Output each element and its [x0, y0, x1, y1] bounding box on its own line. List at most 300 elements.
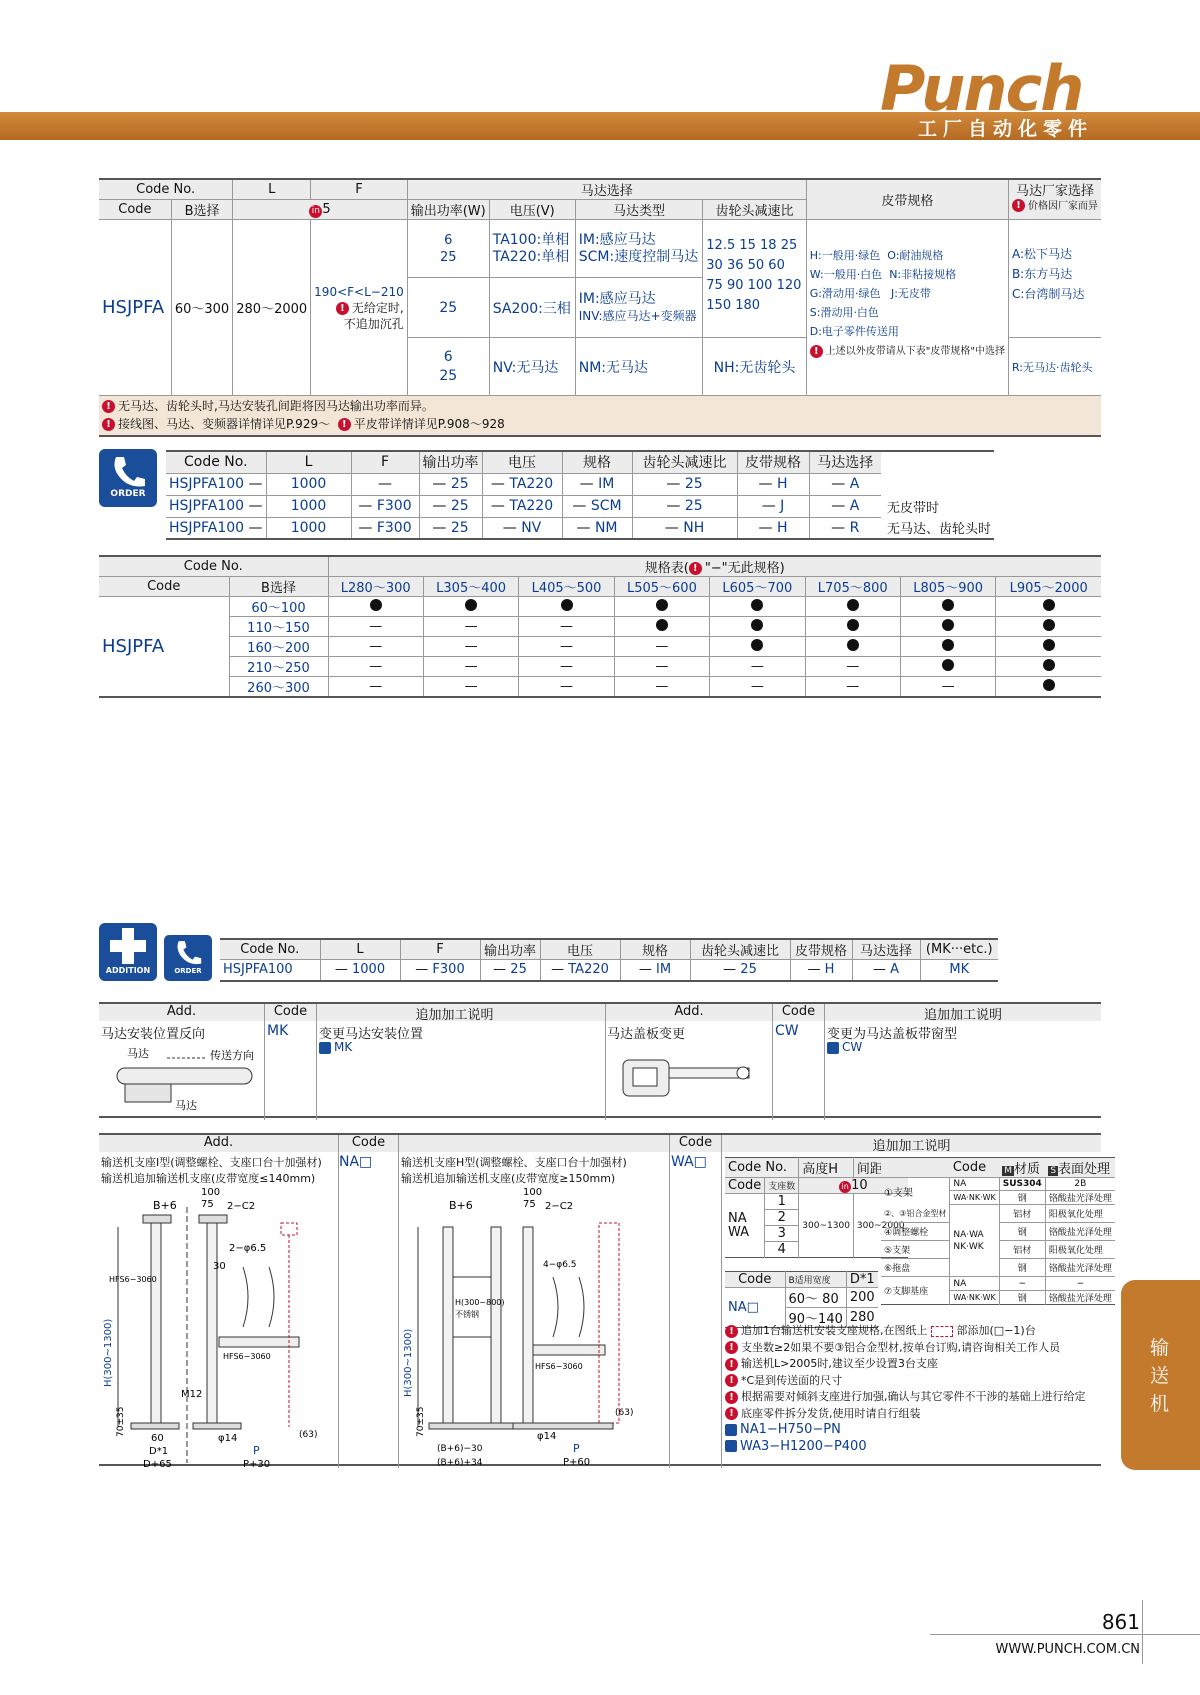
- a1-name: 马达安装位置反向: [101, 1027, 206, 1042]
- spec-unavailable-mark: —: [941, 679, 955, 694]
- mat-r6s2: 铬酸盐光泽处理: [1045, 1291, 1115, 1305]
- spec-cell-1-2: [519, 617, 614, 637]
- order-td-2-3: [419, 517, 482, 539]
- h-belt: 皮带规格: [806, 179, 1008, 220]
- order-sep: —: [358, 519, 377, 536]
- belt-list: H:一般用·绿色 O:耐油规格 W:一般用·白色 N:非粘接规格 G:滑动用·绿色 J:无皮带 S:滑动用·白色 D:电子零件传送用 ! 上述以外皮带请从下表"皮带规格"中选择: [806, 220, 1008, 396]
- note-1: 无马达、齿轮头时,马达安装孔间距将因马达输出功率而异。: [118, 399, 434, 414]
- sub-d-na: NA□: [728, 1300, 759, 1315]
- addition-badge-label: ADDITION: [105, 966, 151, 975]
- order-sep: —: [244, 498, 263, 514]
- h-d-fix: 不锈钢: [455, 1310, 479, 1319]
- mat-r6m2: 钢: [999, 1291, 1045, 1305]
- sub-h-pitch-v: in 10: [799, 1178, 908, 1194]
- d-30: 30: [213, 1261, 226, 1272]
- order-td-0-1: [266, 473, 351, 495]
- i-type-stand-drawing: [103, 1187, 338, 1470]
- spec-cell-1-3: [614, 617, 709, 637]
- add-h-1: L: [320, 939, 400, 960]
- add-cell-0: HSJPFA100: [223, 962, 293, 978]
- order-cell-2-3: 25: [450, 519, 469, 536]
- d-hfs: HFS6−3060: [109, 1275, 157, 1284]
- h-d-100: 100: [523, 1187, 543, 1198]
- order-sep: —: [664, 519, 684, 536]
- sub-h-hrange: 300~1300: [799, 1194, 854, 1258]
- footer-line: [930, 1634, 1200, 1635]
- order-td-0-8: [809, 473, 881, 495]
- b-range: 60～300: [171, 220, 232, 396]
- d-c2: 2−C2: [227, 1201, 256, 1212]
- add-cell-5: IM: [656, 962, 672, 978]
- order-sep: —: [576, 519, 595, 536]
- spec-cell-2-6: [900, 637, 995, 657]
- a1-link-label: MK: [334, 1040, 353, 1054]
- spec-unavailable-mark: —: [464, 639, 478, 654]
- spec-cell-3-4: [710, 657, 805, 677]
- order-cell-2-0: HSJPFA100: [169, 519, 245, 536]
- sub-h-code: Code: [725, 1178, 765, 1194]
- mat-r3m: 钢: [999, 1223, 1045, 1241]
- order-h-6: 齿轮头减速比: [632, 451, 737, 473]
- f-range-val: 190<F<L−210: [314, 284, 404, 299]
- r2-mtype: [575, 278, 703, 338]
- r2-m1: IM:感应马达: [578, 290, 656, 307]
- spec-cell-1-5: [805, 617, 900, 637]
- spec-col-6: L805～900: [900, 577, 995, 597]
- h-d-h: H(300~1300): [403, 1328, 414, 1397]
- spec-cell-1-7: [996, 617, 1101, 637]
- spec-cell-0-1: [423, 597, 518, 617]
- ratio-line2: 30 36 50 60: [706, 258, 785, 273]
- add-td-6: [690, 960, 790, 981]
- sub-h-na: NA: [728, 1210, 747, 1226]
- spec-cell-0-0: [328, 597, 423, 617]
- spec-available-mark: [942, 639, 954, 651]
- order-remark-2: 无马达、齿轮头时: [887, 522, 992, 537]
- spec-cell-3-5: [805, 657, 900, 677]
- b1-link-label: CW: [842, 1040, 863, 1054]
- add-sep: —: [872, 962, 891, 978]
- h-maker: 马达厂家选择 ! 价格因厂家而异: [1008, 179, 1101, 220]
- brand-logo: Punch: [880, 52, 1083, 125]
- spec-cell-2-3: [614, 637, 709, 657]
- h-F: F: [311, 179, 408, 200]
- sub-h-wa: WA: [728, 1224, 750, 1240]
- sub-h-c1: 1: [765, 1194, 799, 1210]
- b1-h-code: Code: [772, 1004, 824, 1120]
- spec-cell-3-0: [328, 657, 423, 677]
- footer-url: WWW.PUNCH.COM.CN: [995, 1642, 1140, 1657]
- spec-unavailable-mark: —: [464, 619, 478, 634]
- d-63: (63): [299, 1430, 318, 1440]
- stand-note-5: ! 根据需要对倾斜支座进行加强,确认与其它零件不干涉的基础上进行给定: [725, 1389, 1097, 1406]
- spec-unavailable-mark: —: [560, 679, 574, 694]
- r1-mtype: [575, 220, 703, 278]
- order-td-0-0: [166, 473, 266, 495]
- order-sep: —: [490, 498, 510, 514]
- spec-b-4: 260～300: [229, 677, 328, 698]
- spec-cell-4-0: [328, 677, 423, 698]
- h-d-b6: B+6: [449, 1199, 473, 1212]
- sub-h-c4: 4: [765, 1242, 799, 1258]
- order-sep: —: [432, 519, 451, 536]
- mat-r6c2: WA·NK·WK: [950, 1291, 999, 1305]
- d-d65: D+65: [143, 1459, 172, 1470]
- add-cell-7: H: [824, 962, 835, 978]
- order-td-0-5: [562, 473, 632, 495]
- belt-g: G:滑动用·绿色: [809, 287, 881, 300]
- sub-h-height: 高度H: [799, 1158, 854, 1178]
- order-badge: [99, 449, 157, 507]
- addition-example-table: [220, 938, 998, 982]
- order-phone-icon-2: [172, 938, 204, 966]
- order-cell-1-1: 1000: [290, 498, 327, 514]
- addition-order-badge: [164, 935, 212, 981]
- maker-b: B:东方马达: [1011, 267, 1073, 281]
- h-mtype: 马达类型: [575, 200, 703, 220]
- f-note1: 无给定时,: [351, 300, 404, 315]
- order-cell-2-7: H: [776, 519, 788, 536]
- add-sep: —: [415, 962, 433, 978]
- order-cell-2-6: NH: [683, 519, 705, 536]
- mat-h-code: Code: [950, 1158, 999, 1178]
- d-p: P: [253, 1444, 260, 1457]
- order-td-2-2: [351, 517, 419, 539]
- spec-b-3: 210～250: [229, 657, 328, 677]
- spec-cell-0-7: [996, 597, 1101, 617]
- sub-h-codeno: Code No.: [725, 1158, 799, 1178]
- add-cell-2: F300: [432, 962, 465, 978]
- add-td-3: [480, 960, 540, 981]
- spec-unavailable-mark: —: [750, 659, 764, 674]
- order-td-1-6: [632, 495, 737, 517]
- d-phi14: φ14: [218, 1433, 238, 1444]
- stand-note-3: ! 输送机L>2005时,建议至少设置3台支座: [725, 1356, 1097, 1373]
- spec-cell-0-2: [519, 597, 614, 617]
- brand-subtitle: 工厂自动化零件: [918, 118, 1094, 140]
- mat-r1: ①支架: [884, 1187, 913, 1199]
- spec-cell-4-5: [805, 677, 900, 698]
- spec-available-mark: [942, 619, 954, 631]
- mat-r3c-b: NK·WK: [953, 1241, 984, 1252]
- stand-example-ex2[interactable]: [725, 1439, 1097, 1456]
- spec-cell-3-6: [900, 657, 995, 677]
- r2-m2: INV:感应马达+变频器: [578, 308, 697, 323]
- sub-d-r1v: 200: [846, 1288, 877, 1308]
- order-td-1-0: [166, 495, 266, 517]
- spec-cell-1-6: [900, 617, 995, 637]
- spec-b-1: 110～150: [229, 617, 328, 637]
- mat-h-mat: M 材质: [999, 1158, 1045, 1178]
- spec-col-1: L305～400: [423, 577, 518, 597]
- add-cell-6: 25: [740, 962, 757, 978]
- mat-h-surf-label: 表面处理: [1058, 1162, 1111, 1177]
- order-cell-2-1: 1000: [290, 519, 327, 536]
- stand-note-text-6: 底座零件拆分发货,使用时请自行组装: [741, 1406, 921, 1420]
- r1-m1: IM:感应马达: [578, 231, 656, 248]
- r3-power-6: 6: [443, 348, 453, 365]
- r1-power-25: 25: [439, 249, 457, 265]
- material-table: [881, 1157, 1115, 1305]
- order-td-2-4: [482, 517, 562, 539]
- order-cell-2-2: F300: [376, 519, 412, 536]
- order-sep: —: [761, 498, 781, 514]
- order-td-2-5: [562, 517, 632, 539]
- sub-d-r1: 60～ 80: [785, 1288, 846, 1308]
- belt-n: N:非粘接规格: [889, 268, 957, 281]
- h-d-c2: 2−C2: [545, 1201, 574, 1212]
- spec-cell-0-4: [710, 597, 805, 617]
- spec-unavailable-mark: —: [560, 639, 574, 654]
- r3-power-25: 25: [439, 367, 458, 384]
- d-hfs2: HFS6−3060: [223, 1352, 271, 1361]
- sub-h-c2: 2: [765, 1210, 799, 1226]
- spec-col-2: L405～500: [519, 577, 614, 597]
- mat-h-surf: S 表面处理: [1045, 1158, 1115, 1178]
- stand-note-text-2: 支坐数≥2如果不要③铝合金型材,按单台订购,请咨询相关工作人员: [741, 1340, 1061, 1354]
- order-cell-1-0: HSJPFA100: [169, 498, 245, 514]
- addition-order-label: ORDER: [174, 967, 202, 975]
- add-h-9: (MK···etc.): [920, 939, 998, 960]
- mat-r2s: 阳极氧化处理: [1045, 1205, 1115, 1223]
- order-sep: —: [758, 476, 777, 492]
- maker-a: A:松下马达: [1011, 247, 1072, 261]
- h-d-b6b: (B+6)−30: [437, 1444, 483, 1454]
- order-td-1-7: [737, 495, 809, 517]
- spec-unavailable-mark: —: [655, 679, 669, 694]
- order-h-0: Code No.: [166, 451, 266, 473]
- h-maker-label: 马达厂家选择: [1015, 184, 1094, 199]
- order-sep: —: [244, 519, 263, 536]
- spec-cell-2-0: [328, 637, 423, 657]
- r2-voltage: SA200:三相: [489, 278, 575, 338]
- h-d-70: 70±35: [416, 1406, 426, 1437]
- spec-b-2: 160～200: [229, 637, 328, 657]
- order-sep: —: [831, 498, 850, 514]
- h-d-p: P: [573, 1442, 580, 1455]
- spec-unavailable-mark: —: [750, 679, 764, 694]
- spec-available-mark: [465, 599, 477, 611]
- sub-h-c3: 3: [765, 1226, 799, 1242]
- order-sep: —: [490, 476, 510, 492]
- add-h-8: 马达选择: [852, 939, 920, 960]
- order-badge-label: ORDER: [110, 489, 146, 499]
- spec-unavailable-mark: —: [655, 639, 669, 654]
- stand-note-text-3: 输送机L>2005时,建议至少设置3台支座: [741, 1357, 938, 1370]
- mat-r3s: 铬酸盐光泽处理: [1045, 1223, 1115, 1241]
- maker-list: [1008, 220, 1101, 338]
- h-d-c4: 4−φ6.5: [543, 1260, 577, 1270]
- add-td-2: [400, 960, 480, 981]
- order-h-7: 皮带规格: [737, 451, 809, 473]
- mat-r1c1: NA: [950, 1178, 999, 1191]
- add-section-2: [99, 1133, 1112, 1470]
- mat-r5: ⑥拖盘: [881, 1259, 950, 1277]
- d-h: H(300~1300): [103, 1318, 114, 1387]
- spec-available-mark: [1043, 619, 1055, 631]
- b1-link[interactable]: [827, 1040, 862, 1054]
- sub-d-bw: B适用宽度: [785, 1272, 846, 1288]
- r3-voltage: NV:无马达: [489, 338, 575, 396]
- mat-r4s: 阳极氧化处理: [1045, 1241, 1115, 1259]
- order-sep: —: [432, 476, 451, 492]
- order-td-0-4: [482, 473, 562, 495]
- plus-icon: [108, 926, 148, 966]
- spec-cell-0-5: [805, 597, 900, 617]
- spec-available-mark: [751, 619, 763, 631]
- add-sep: —: [723, 962, 741, 978]
- add-h-6: 齿轮头减速比: [690, 939, 790, 960]
- mat-r6m1: −: [999, 1277, 1045, 1291]
- order-cell-2-5: NM: [594, 519, 618, 536]
- r2-power: 25: [407, 278, 489, 338]
- spec-unavailable-mark: —: [846, 679, 860, 694]
- belt-note: 上述以外皮带请从下表"皮带规格"中选择: [825, 346, 1005, 357]
- spec-cell-0-3: [614, 597, 709, 617]
- add-h-7: 皮带规格: [790, 939, 852, 960]
- mat-r1s1: 2B: [1045, 1178, 1115, 1191]
- order-h-5: 规格: [562, 451, 632, 473]
- order-cell-0-7: H: [776, 476, 788, 492]
- f-note2: 不追加沉孔: [343, 316, 404, 331]
- spec-b-0: 60～100: [229, 597, 328, 617]
- a1-h-add: Add.: [166, 1004, 197, 1019]
- code-hsjpfa: HSJPFA: [102, 297, 165, 318]
- d-phi65: 2−φ6.5: [229, 1243, 267, 1254]
- main-spec-table: [99, 178, 1101, 437]
- add-cell-8: A: [890, 962, 900, 978]
- order-td-2-0: [166, 517, 266, 539]
- r1-m2: SCM:速度控制马达: [578, 248, 699, 265]
- order-sep: —: [358, 498, 377, 514]
- a2-h-code: Code: [338, 1135, 398, 1468]
- spec-col-4: L605～700: [710, 577, 805, 597]
- order-cell-1-4: TA220: [509, 498, 554, 514]
- h-d-b6c: (B+6)+34: [437, 1458, 483, 1468]
- h-f5-val: 5: [322, 201, 331, 217]
- ratio-list: [703, 220, 806, 338]
- spec-available-mark: [847, 639, 859, 651]
- spec-available-mark: [1043, 639, 1055, 651]
- order-cell-1-6: 25: [684, 498, 703, 514]
- order-td-1-3: [419, 495, 482, 517]
- f-range: 190<F<L−210 ! 无给定时, 不追加沉孔: [311, 220, 408, 396]
- h-d-phi14: φ14: [537, 1431, 557, 1442]
- spec-available-mark: [561, 599, 573, 611]
- a1-link[interactable]: [319, 1040, 352, 1054]
- spec-cell-1-0: [328, 617, 423, 637]
- spec-col-3: L505～600: [614, 577, 709, 597]
- sub-h-prange: 300~2000: [853, 1194, 907, 1258]
- l-range: 280～2000: [233, 220, 311, 396]
- spec-available-mark: [656, 599, 668, 611]
- h-type-title1: 输送机支座H型(调整螺栓、支座口台十加强材): [401, 1156, 627, 1169]
- order-sep: —: [758, 519, 777, 536]
- add-cell-4: TA220: [568, 962, 609, 978]
- order-h-2: F: [351, 451, 419, 473]
- h-codeno: Code No.: [99, 179, 233, 200]
- add-td-7: [790, 960, 852, 981]
- mat-r3: ④调整螺栓: [881, 1223, 950, 1241]
- order-td-1-5: [562, 495, 632, 517]
- order-sep: —: [572, 498, 591, 514]
- mat-r3c-a: NA·WA: [953, 1229, 984, 1240]
- d-100: 100: [201, 1187, 221, 1198]
- r1-v1: TA100:单相: [492, 231, 570, 248]
- order-cell-0-3: 25: [450, 476, 469, 492]
- add-cell-1: 1000: [352, 962, 386, 978]
- i-type-title2: 输送机追加输送机支座(皮带宽度≤140mm): [101, 1172, 316, 1185]
- h-motor: 马达选择: [407, 179, 806, 200]
- note-2: 接线图、马达、变频器详情详见P.929～: [118, 417, 331, 432]
- note-3: 平皮带详情详见P.908～928: [353, 417, 505, 432]
- stand-note-2: ! 支坐数≥2如果不要③铝合金型材,按单台订购,请咨询相关工作人员: [725, 1340, 1097, 1357]
- belt-o: O:耐油规格: [887, 249, 944, 262]
- ratio-line1: 12.5 15 18 25: [706, 238, 798, 253]
- order-td-0-7: [737, 473, 809, 495]
- stand-example-ex1[interactable]: [725, 1422, 1097, 1439]
- spec-unavailable-mark: —: [846, 659, 860, 674]
- d-p30: P+30: [243, 1459, 271, 1470]
- spec-cell-2-4: [710, 637, 805, 657]
- order-h-8: 马达选择: [809, 451, 881, 473]
- mat-r5m: 钢: [999, 1259, 1045, 1277]
- mat-r4: ⑤支架: [881, 1241, 950, 1259]
- spec-available-mark: [751, 599, 763, 611]
- r3-mtype: NM:无马达: [575, 338, 703, 396]
- spec-cell-4-4: [710, 677, 805, 698]
- spec-available-mark: [751, 639, 763, 651]
- spec-unavailable-mark: —: [369, 679, 383, 694]
- diag-motor-label: 马达: [127, 1047, 149, 1060]
- mat-r6c1: NA: [950, 1277, 999, 1291]
- stand-example-ex2-text: WA3−H1200−P400: [740, 1438, 867, 1454]
- order-h-4: 电压: [482, 451, 562, 473]
- spec-available-mark: [1043, 599, 1055, 611]
- spec-cell-3-2: [519, 657, 614, 677]
- stand-note-text-5: 根据需要对倾斜支座进行加强,确认与其它零件不干涉的基础上进行给定: [741, 1390, 1086, 1403]
- a1-h-code: Code: [264, 1004, 316, 1120]
- spec-cell-4-1: [423, 677, 518, 698]
- spec-unavailable-mark: —: [464, 659, 478, 674]
- stand-note-4: ! *C是到传送面的尺寸: [725, 1373, 1097, 1390]
- order-td-2-8: [809, 517, 881, 539]
- add-sep: —: [334, 962, 353, 978]
- a1-code: MK: [267, 1023, 289, 1039]
- order-sep: —: [579, 476, 599, 492]
- order-cell-2-8: R: [849, 519, 860, 536]
- mat-h-mat-label: 材质: [1014, 1162, 1041, 1177]
- mat-r1m1: SUS304: [999, 1178, 1045, 1191]
- spec-available-mark: [370, 599, 382, 611]
- add-td-4: [540, 960, 620, 981]
- spec-h-title: 规格表( ! "−"无此规格): [328, 556, 1101, 577]
- spec-cell-2-7: [996, 637, 1101, 657]
- spec-cell-3-7: [996, 657, 1101, 677]
- h-d-63: (63): [615, 1408, 634, 1418]
- spec-code: HSJPFA: [102, 636, 165, 657]
- spec-unavailable-mark: —: [369, 639, 383, 654]
- add-h-5: 规格: [620, 939, 690, 960]
- stand-example-ex1-text: NA1−H750−PN: [740, 1422, 841, 1437]
- add-td-9: [920, 960, 998, 981]
- stand-note-text-4: *C是到传送面的尺寸: [741, 1373, 843, 1387]
- order-phone-icon: [108, 453, 148, 489]
- spec-cell-1-4: [710, 617, 805, 637]
- mat-r6: ⑦支脚基座: [884, 1287, 929, 1297]
- add-sep: —: [638, 962, 657, 978]
- stand-notes: [725, 1323, 1097, 1455]
